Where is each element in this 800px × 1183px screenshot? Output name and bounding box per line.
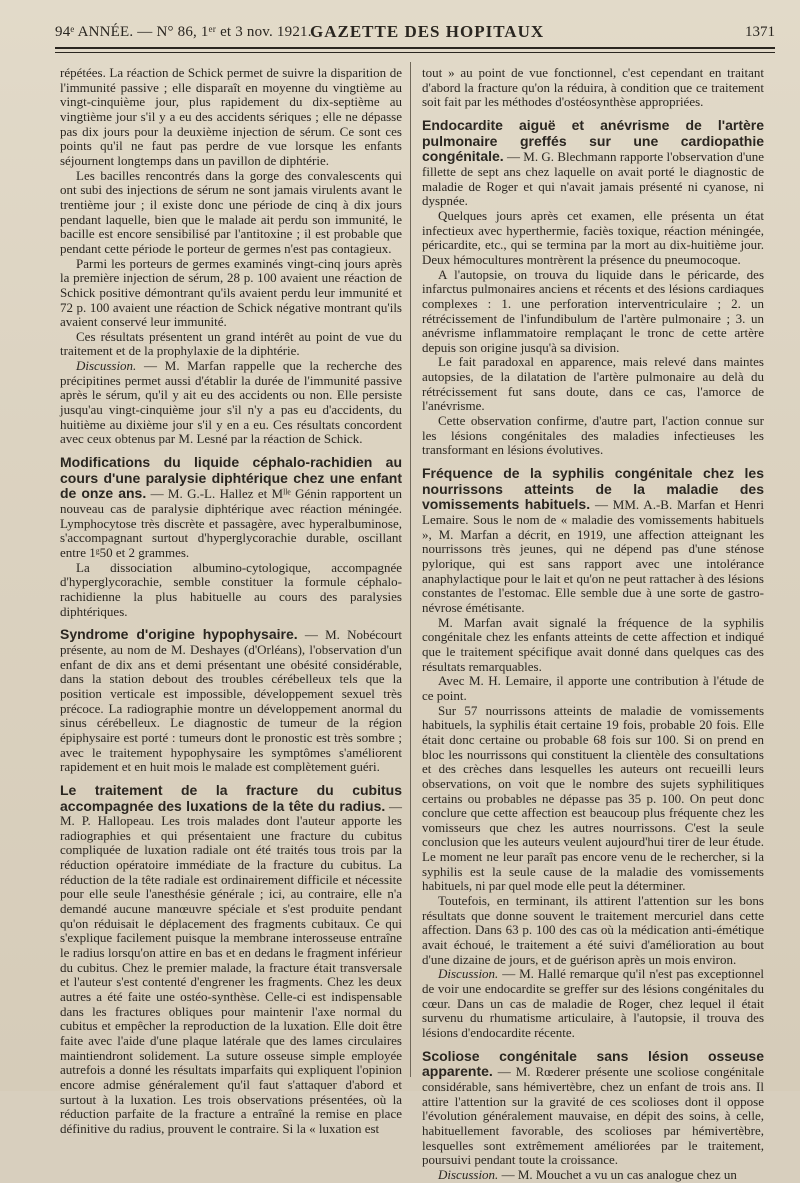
- issue-line: 94ᵉ ANNÉE. — N° 86, 1ᵉʳ et 3 nov. 1921.: [55, 24, 312, 40]
- section-heading: Fréquence de la syphilis congénitale chez les nourrissons atteints de la maladie des vomissements habituels.: [422, 465, 764, 513]
- section-heading: Endocardite aiguë et anévrisme de l'artère pulmonaire greffés sur une cardiopathie congénitale.: [422, 116, 764, 165]
- section-scoliose: [422, 1049, 764, 1168]
- paragraph: Avec M. H. Lemaire, il apporte une contribution à l'étude de ce point.: [422, 673, 764, 703]
- paragraph: Quelques jours après cet examen, elle présenta un état infectieux avec hyperthermie, faciès toxique, réaction méningée, péricardite, etc., qui se termina par la mort au dix-huitième jour. Deux hémocultures montrèrent la présence du pneumocoque.: [422, 207, 764, 267]
- discussion-paragraph: [422, 967, 764, 1040]
- section-heading: Scoliose congénitale sans lésion osseuse apparente.: [422, 1047, 764, 1080]
- discussion-label: Discussion.: [438, 1166, 499, 1182]
- journal-title: GAZETTE DES HOPITAUX: [310, 22, 545, 41]
- page-number: 1371: [745, 24, 775, 40]
- section-syphilis-congenitale: [422, 466, 764, 616]
- discussion-label: Discussion.: [438, 966, 499, 982]
- discussion-text: — M. Mouchet a vu un cas analogue chez un: [498, 1166, 737, 1182]
- section-text: — MM. A.-B. Marfan et Henri Lemaire. Sous le nom de « maladie des vomissements habituels », M. Marfan a décrit, en 1919, une affection atteignant les nourrissons très jeunes, qui ne dépend pas d'une sténose pylorique, qui est sans rapport avec une intolérance anaphylactique pour le lait et qu'on ne peut rattacher à des lésions constantes de l'estomac. Elle semble due à une sorte de gastro-névrose émétisante.: [422, 497, 764, 615]
- paragraph: Toutefois, en terminant, ils attirent l'attention sur les bons résultats que donne souvent le traitement mercuriel dans cette affection. Dans 63 p. 100 des cas où la médication anti-émétique avait échoué, le traitement a été suivi d'amélioration au bout d'une dizaine de jours, et de guérison après un mois environ.: [422, 893, 764, 967]
- header-rule-thin: [55, 52, 775, 53]
- discussion-text: — M. Hallé remarque qu'il n'est pas exceptionnel de voir une endocardite se greffer sur des lésions congénitales du cœur. Dans un cas de maladie de Roger, chez lequel il était survenu du rhumatisme articulaire, à l'autopsie, il trouva des lésions d'endocardite récente.: [422, 966, 764, 1040]
- section-text: — M. Rœderer présente une scoliose congénitale considérable, sans hémivertèbre, chez un enfant de trois ans. Il attire l'attention sur la gravité de ces scolioses dont il oppose l'évolution généralement mauvaise, en dépit des soins, à celle, habituellement favorable, des scolioses par hémivertèbre, lesquelles sont extrêmement améliorées par le traitement, poursuivi pendant toute la croissance.: [422, 1064, 764, 1168]
- paragraph: tout » au point de vue fonctionnel, c'est cependant en traitant d'abord la fracture qu'on la réduira, à condition que ce traitement soit fait par les méthodes d'ostéosynthèse appropriées.: [422, 65, 764, 110]
- section-liquide-cephalo-rachidien: [60, 455, 402, 561]
- paragraph: Ces résultats présentent un grand intérêt au point de vue du traitement et de la prophylaxie de la diphtérie.: [60, 328, 402, 359]
- column-divider: [410, 62, 411, 1077]
- paragraph: Sur 57 nourrissons atteints de maladie de vomissements habituels, la syphilis était certaine 19 fois, probable 20 fois. Elle était donc certaine ou probable 68 fois sur 100. Si on prend en bloc les nourrissons qui constituent la clientèle des consultations et des crèches dans lesquelles les auteurs ont recueilli leurs observations, on voit que le nombre des sujets syphilitiques certains ou probables ne dépasse pas 35 p. 100. On peut donc conclure que cette affection est beaucoup plus fréquente chez les vomisseurs que chez les autres nourrissons. C'est la seule conclusion que les auteurs veulent aujourd'hui tirer de leur étude. Le moment ne leur paraît pas encore venu de le rechercher, si la syphilis est la seule cause de la maladie des vomissements habituels, ni par quel mode elle peut la déterminer.: [422, 702, 764, 894]
- paragraph: répétées. La réaction de Schick permet de suivre la disparition de l'immunité passive ; elle disparaît en moyenne du vingtième au vingt-cinquième jour, plus rapidement du dix-septième au vingtième jour s'il y a eu des accidents sériques ; elle ne dépasse pas dix jours pour la deuxième injection de sérum. Ce sont ces points qu'il ne faut pas perdre de vue lorsque les enfants séjournent longtemps dans un pavillon de diphtérie.: [60, 65, 402, 168]
- section-heading: Modifications du liquide céphalo-rachidien au cours d'une paralysie diphtérique chez une enfant de onze ans.: [60, 454, 402, 502]
- discussion-text: — M. Marfan rappelle que la recherche des précipitines permet aussi d'établir la durée de l'immunité passive après le sérum, qu'il y ait eu des accidents ou non. Elle persiste jusqu'au vingt-cinquième jour s'il n'y a pas eu d'accidents, du huitième au dixième jour s'il y en a eu. Ces résultats concordent avec ceux obtenus par M. Lesné par la réaction de Schick.: [60, 358, 402, 447]
- section-fracture-cubitus: [60, 783, 402, 1137]
- section-heading: Le traitement de la fracture du cubitus accompagnée des luxations de la tête du radius.: [60, 781, 402, 814]
- section-text: — M. G.-L. Hallez et Mˡˡᵉ Génin rapportent un nouveau cas de paralysie diphtérique avec réaction méningée. Lymphocytose très discrète et passagère, avec hyperalbuminose, s'accompagnant surtout d'hyperglycorachie durable, oscillant entre 1ᵍ50 et 2 grammes.: [60, 486, 402, 560]
- paragraph: Le fait paradoxal en apparence, mais relevé dans maintes autopsies, de la dilatation de l'artère pulmonaire au delà du rétrécissement fut sans doute, dans ce cas, l'amorce de l'anévrisme.: [422, 354, 764, 414]
- discussion-label: Discussion.: [76, 358, 137, 374]
- section-text: — M. Nobécourt présente, au nom de M. Deshayes (d'Orléans), l'observation d'un enfant de dix ans et demi présentant une obésité considérable, dans la station debout des troubles cérébelleux tels que la position verticale est impossible, développement sexuel très précoce. La radiographie montre un développement anormal du sinus cérébelleux. Le diagnostic de tumeur de la région épiphysaire est porté : tumeurs dont le pronostic est très sombre ; avec le traitement hypophysaire les symptômes s'améliorent rapidement et en huit mois le malade est complètement guéri.: [60, 627, 402, 775]
- discussion-paragraph: [60, 359, 402, 447]
- section-heading: Syndrome d'origine hypophysaire.: [60, 626, 298, 643]
- section-syndrome-hypophysaire: [60, 627, 402, 775]
- running-header: [55, 20, 775, 44]
- paragraph: La dissociation albumino-cytologique, accompagnée d'hyperglycorachie, semble constituer la formule céphalo-rachidienne la plus habituelle au cours des paralysies diphtériques.: [60, 559, 402, 619]
- paragraph: M. Marfan avait signalé la fréquence de la syphilis congénitale chez les enfants atteints de cette affection et indiqué que le traitement spécifique avait donné dans quelques cas des résultats remarquables.: [422, 614, 764, 674]
- left-column: [60, 65, 402, 1136]
- discussion-paragraph: [422, 1168, 764, 1183]
- section-endocardite: [422, 118, 764, 209]
- section-text: — M. P. Hallopeau. Les trois malades dont l'auteur apporte les radiographies et qui présentaient une fracture du cubitus compliquée de luxation radiale ont été traités tous trois par la réduction opératoire immédiate de la fracture du cubitus. La réduction de la tête radiale est ordinairement difficile et nécessite pour elle seule l'anesthésie générale ; ici, au contraire, elle n'a demandé aucune manœuvre spéciale et s'est produite pendant qu'on réduisait le déplacement des fragments cubitaux. Ce qui s'explique facilement puisque la membrane interosseuse entraîne le radius lorsqu'on attire en bas et en dedans le fragment inférieur du cubitus. Chez le premier malade, la fracture était transversale et l'auteur s'est contenté d'engrener les fragments. Chez les deux autres a été faite une ostéo-synthèse. Celle-ci est indispensable dans les fractures obliques pour maintenir l'axe normal du cubitus et empêcher la reproduction de la luxation. Elle doit être faite avec l'aide d'une plaque latérale que des lames circulaires maintiendront solidement. La suture osseuse simple employée autrefois a donné les résultats imparfaits qui expliquent l'opinion encore admise généralement qu'il faut s'attaquer d'abord et surtout à la luxation. Les trois observations présentées, où la réduction parfaite de la fracture a entraîné la remise en place définitive du radius, prouvent le contraire. Si la « luxation est: [60, 798, 402, 1136]
- header-rule-thick: [55, 47, 775, 49]
- paragraph: A l'autopsie, on trouva du liquide dans le péricarde, des infarctus pulmonaires anciens et récents et des lésions cardiaques complexes : 1. une perforation interventriculaire ; 2. un rétrécissement de l'infundibulum de l'artère pulmonaire ; 3. un anévrisme inflammatoire remplaçant le tronc de cette artère depuis son origine jusqu'à sa division.: [422, 266, 764, 355]
- section-text: — M. G. Blechmann rapporte l'observation d'une fillette de sept ans chez laquelle on avait porté le diagnostic de maladie de Roger et qui n'avait jamais présenté ni cyanose, ni dyspnée.: [422, 149, 764, 209]
- paragraph: Parmi les porteurs de germes examinés vingt-cinq jours après la première injection de sérum, 28 p. 100 avaient une réaction de Schick positive démontrant qu'ils avaient perdu leur immunité et 72 p. 100 avaient une réaction de Schick négative montrant qu'ils avaient conservé leur immunité.: [60, 255, 402, 330]
- right-column: [422, 65, 764, 1182]
- paragraph: Les bacilles rencontrés dans la gorge des convalescents qui ont subi des injections de sérum ne sont jamais virulents avant le trentième jour ; il existe donc une période de cinq à dix jours pendant laquelle, bien que le malade ait perdu son immunité, le bacille est encore sensibilisé par l'antitoxine ; il est probable que pendant cette période le porteur de germes n'est pas contagieux.: [60, 167, 402, 256]
- paragraph: Cette observation confirme, d'autre part, l'action connue sur les lésions congénitales des maladies infectieuses les transformant en lésions évolutives.: [422, 413, 764, 458]
